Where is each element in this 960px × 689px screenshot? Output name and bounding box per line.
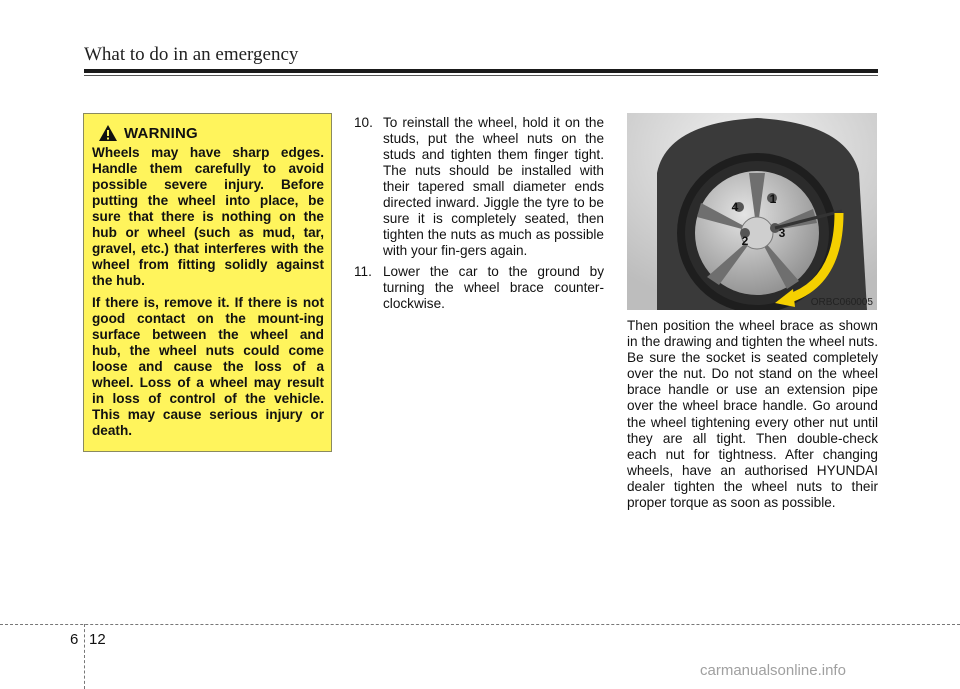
header-rule [84,69,878,73]
warning-header [98,124,324,142]
step-text: Lower the car to the ground by turning the wheel brace counter-clockwise. [383,264,604,311]
page-number: 12 [89,631,106,648]
step-list [354,115,604,317]
warning-box [83,113,332,452]
footer-rule [0,624,960,625]
wheel-drawing [627,113,877,310]
warning-title: WARNING [124,124,198,142]
footer-vertical-rule [84,624,85,689]
figure-caption: ORBC060005 [810,297,873,308]
step-item [354,264,604,312]
nut-label: 3 [778,226,786,240]
header-rule-thin [84,75,878,76]
step-text: To reinstall the wheel, hold it on the studs, put the wheel nuts on the studs and tighten them finger tight. The nuts should be installed with their tapered small diameter ends directed inward. Jiggle the tyre to be sure it is completely seated, then tighten the nuts as much as possible with your fin-gers again. [383,115,604,258]
nut-label: 1 [769,192,777,206]
warning-paragraph: If there is, remove it. If there is not good contact on the mount-ing surface between the wheel and hub, the wheel nuts could come loose and cause the loss of a wheel. Loss of a wheel may result in loss of control of the vehicle. This may cause serious injury or death. [92,295,324,438]
step-item [354,115,604,259]
body-paragraph: Then position the wheel brace as shown in the drawing and tighten the wheel nuts. Be sure the socket is seated completely over the nut. Do not stand on the wheel brace handle or use an extension pipe over the wheel brace handle. Go around the wheel tightening every other nut until they are all tight. Then double-check each nut for tightness. After changing wheels, have an authorised HYUNDAI dealer tighten the wheel nuts to their proper torque as soon as possible. [627,318,878,511]
chapter-number: 6 [70,631,79,648]
step-number: 11. [354,264,372,279]
nut-label: 2 [741,234,749,248]
warning-triangle-icon [98,124,118,142]
nut-label: 4 [731,200,739,214]
warning-paragraph: Wheels may have sharp edges. Handle them carefully to avoid possible severe injury. Before putting the wheel into place, be sure that there is nothing on the hub or wheel (such as mud, tar, gravel, etc.) that interferes with the wheel from fitting solidly against the hub. [92,145,324,288]
wheel-illustration [627,113,877,310]
section-title: What to do in an emergency [84,44,299,65]
watermark: carmanualsonline.info [700,662,846,679]
step-number: 10. [354,115,373,130]
